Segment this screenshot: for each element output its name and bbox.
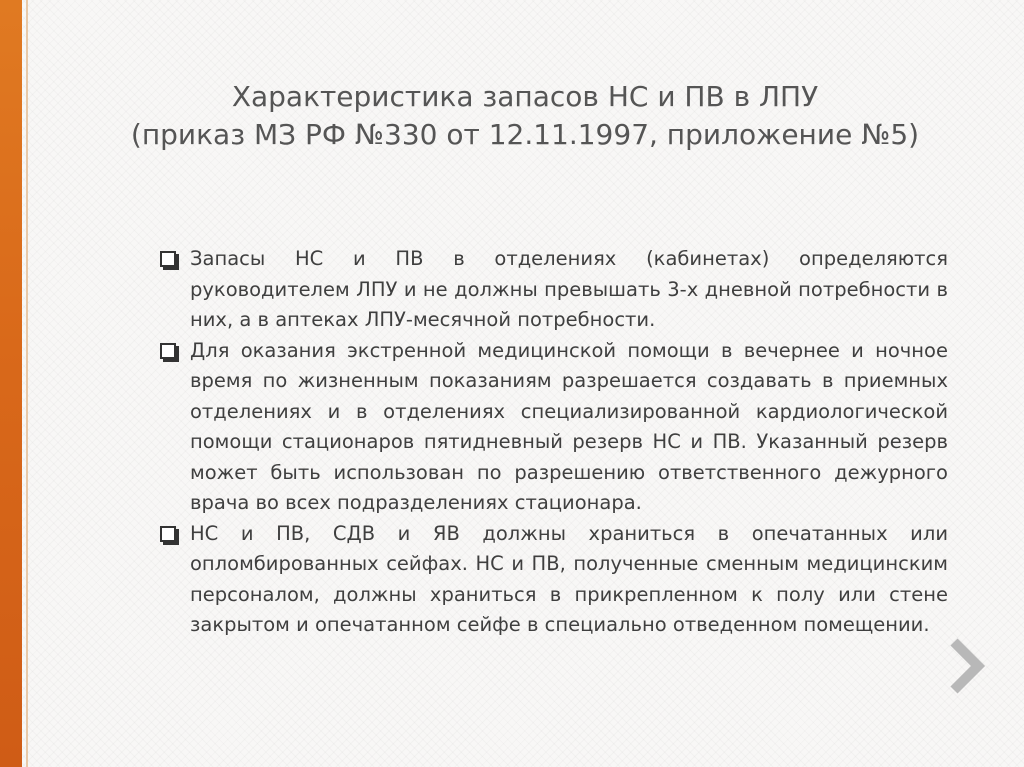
title-line-2: (приказ МЗ РФ №330 от 12.11.1997, приложение №5) bbox=[130, 118, 920, 151]
list-item-text: Запасы НС и ПВ в отделениях (кабинетах) определяются руководителем ЛПУ и не должны превышать 3-х дневной потребности в них, а в аптеках ЛПУ-месячной потребности. bbox=[190, 247, 948, 331]
list-item bbox=[158, 336, 948, 519]
checkbox-bullet-icon bbox=[160, 251, 176, 267]
bullet-list bbox=[158, 244, 948, 641]
chevron-right-icon bbox=[946, 638, 986, 694]
checkbox-bullet-icon bbox=[160, 343, 176, 359]
checkbox-bullet-icon bbox=[160, 526, 176, 542]
next-slide-button[interactable] bbox=[946, 638, 986, 694]
list-item-text: НС и ПВ, СДВ и ЯВ должны храниться в опечатанных или опломбированных сейфах. НС и ПВ, полученные сменным медицинским персоналом, должны храниться в прикрепленном к полу или стене закрытом и опечатанном сейфе в специально отведенном помещении. bbox=[190, 521, 948, 636]
list-item-text: Для оказания экстренной медицинской помощи в вечернее и ночное время по жизненным показаниям разрешается создавать в приемных отделениях и в отделениях специализированной кардиологической помощи стационаров пятидневный резерв НС и ПВ. Указанный резерв может быть использован по разрешению ответственного дежурного врача во всех подразделениях стационара. bbox=[190, 338, 948, 514]
title-line-1: Характеристика запасов НС и ПВ в ЛПУ bbox=[231, 80, 819, 113]
list-item bbox=[158, 519, 948, 641]
list-item bbox=[158, 244, 948, 336]
slide-title bbox=[60, 78, 990, 154]
accent-bar bbox=[0, 0, 22, 767]
accent-divider bbox=[26, 0, 28, 767]
